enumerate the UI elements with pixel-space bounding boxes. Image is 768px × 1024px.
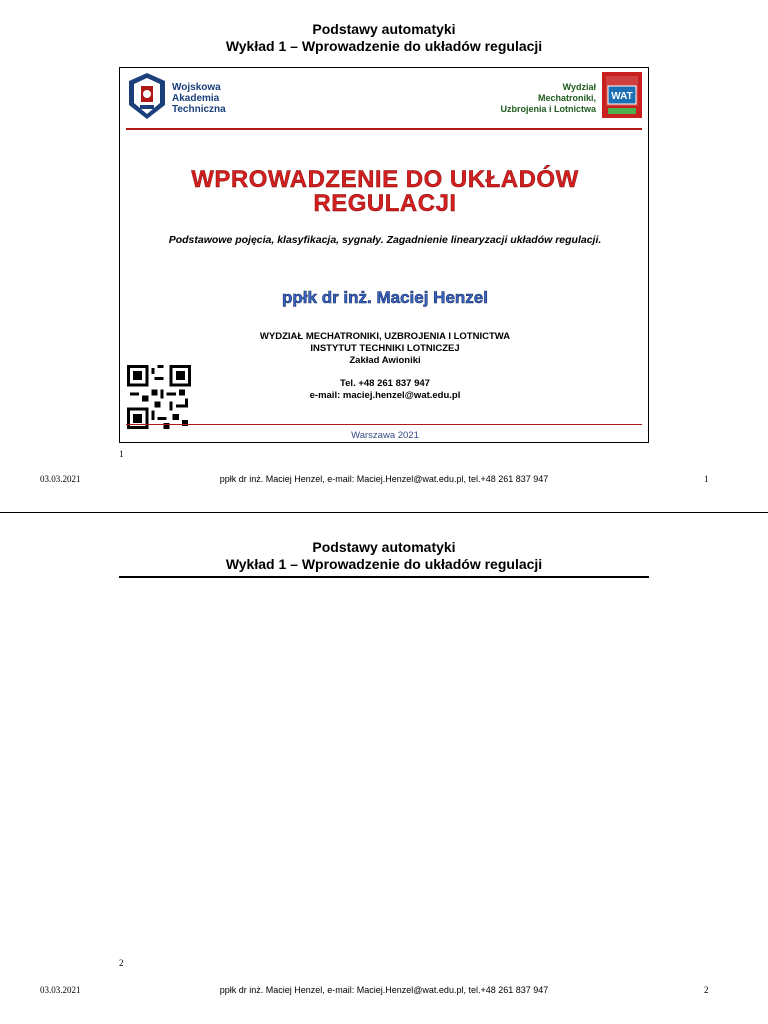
slide-index: 2 [119, 958, 124, 968]
lecture-title: Wykład 1 – Wprowadzenie do układów regulacji [225, 556, 543, 572]
header-rule [126, 128, 642, 130]
lecture-title: Wykład 1 – Wprowadzenie do układów regulacji [225, 38, 543, 54]
city-year: Warszawa 2021 [351, 430, 419, 441]
slide-2 [119, 576, 649, 578]
footer-date: 03.03.2021 [40, 474, 81, 484]
institution-block: WYDZIAŁ MECHATRONIKI, UZBROJENIA I LOTNICTWA INSTYTUT TECHNIKI LOTNICZEJ Zakład Awioniki [259, 331, 511, 366]
handout-page-2 [0, 512, 768, 1024]
faculty-name: Wydział Mechatroniki, Uzbrojenia i Lotnictwa [500, 82, 596, 114]
slide-title: WPROWADZENIE DO UKŁADÓW REGULACJI [191, 166, 579, 217]
author-name: ppłk dr inż. Maciej Henzel [282, 288, 488, 307]
slide-index: 1 [119, 449, 124, 459]
email: e-mail: maciej.henzel@wat.edu.pl [309, 390, 461, 401]
qr-code-icon [127, 365, 191, 429]
slide-1 [119, 67, 649, 443]
university-name: Wojskowa Akademia Techniczna [172, 82, 226, 115]
page-number: 2 [704, 985, 709, 995]
course-title: Podstawy automatyki [312, 539, 456, 555]
slide-subtitle: Podstawowe pojęcia, klasyfikacja, sygnały. Zagadnienie linearyzacji układów regulacji. [168, 234, 602, 246]
footer-author: ppłk dr inż. Maciej Henzel, e-mail: Maciej.Henzel@wat.edu.pl, tel.+48 261 837 947 [219, 474, 549, 484]
footer-rule [126, 424, 642, 425]
course-title: Podstawy automatyki [312, 21, 456, 37]
page-header [0, 21, 768, 55]
wat-badge-text: WAT [611, 91, 633, 102]
page-number: 1 [704, 474, 709, 484]
footer-date: 03.03.2021 [40, 985, 81, 995]
wat-crest-icon [126, 72, 168, 120]
phone: Tel. +48 261 837 947 [340, 378, 430, 389]
contact-block [120, 378, 649, 402]
page-header [0, 539, 768, 573]
footer-author: ppłk dr inż. Maciej Henzel, e-mail: Maciej.Henzel@wat.edu.pl, tel.+48 261 837 947 [219, 985, 549, 995]
